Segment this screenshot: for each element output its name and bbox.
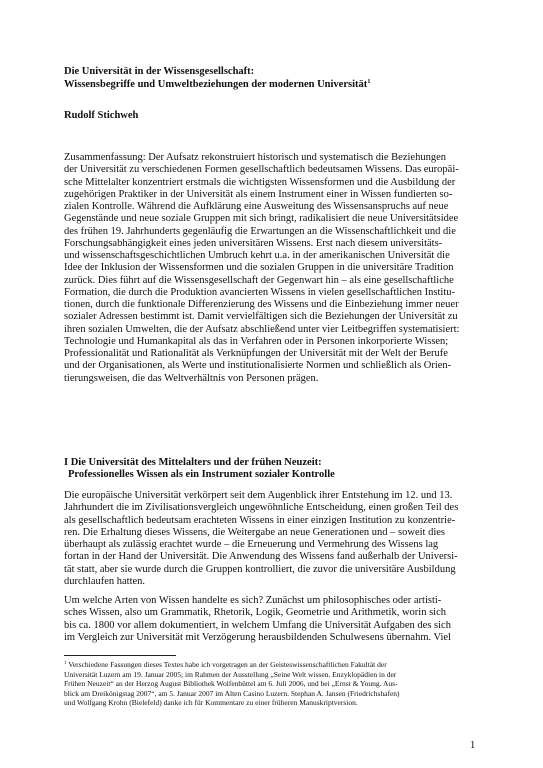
- abstract-line: ihren sozialen Umwelten, die der Aufsatz abschließend unter vier Leitbegriffen systematisiert:: [64, 323, 460, 335]
- abstract-line: Professionalität und Rationalität als Verknüpfungen der Universität mit der Welt der Berufe: [64, 348, 448, 359]
- body-paragraph-2: [64, 595, 484, 644]
- title-line-2: [64, 79, 484, 92]
- footnote-line: und Wolfgang Krohn (Bielefeld) danke ich für Kommentare zu einer früheren Manuskriptversion.: [64, 698, 358, 708]
- paragraph-line: fortan in der Hand der Universität. Die Anwendung des Wissens fand außerhalb der Universi-: [64, 551, 458, 563]
- paragraph-line: Die europäische Universität verkörpert seit dem Augenblick ihrer Entstehung im 12. und 13.: [64, 490, 453, 501]
- footnote-marker: 1: [64, 661, 67, 666]
- paragraph-line: sches Wissen, also um Grammatik, Rhetorik, Logik, Geometrie und Arithmetik, worin sich: [64, 607, 446, 619]
- abstract-line: zugehörigen Praktiker in der Universität als einem Instrument einer in Wissen fundierten so-: [64, 188, 453, 200]
- page-number: 1: [470, 740, 476, 751]
- abstract-line: tionen, durch die funktionale Differenzierung des Wissens und die Einbeziehung immer neuer: [64, 299, 459, 310]
- section-heading-line-2: Professionelles Wissen als ein Instrument sozialer Kontrolle: [68, 469, 335, 481]
- paragraph-line: tät statt, aber sie wurde durch die Gruppen kontrolliert, die zuvor die universitäre Ausbildung: [64, 563, 456, 575]
- paragraph-line: bis ca. 1800 vor allem dokumentiert, in welchem Umfang die Universität Aufgaben des sich: [64, 619, 451, 631]
- footnote-line: Frühen Neuzeit“ an der Herzog August Bibliothek Wolfenbüttel am 6. Juli 2006, und bei „Ernst & Young. Aus-: [64, 679, 398, 689]
- section-heading-line-1: I Die Universität des Mittelalters und der frühen Neuzeit:: [64, 457, 322, 468]
- footnote-line: Universität Luzern am 19. Januar 2005; im Rahmen der Ausstellung „Seine Welt wissen. Enzyklopädien in der: [64, 669, 397, 679]
- paragraph-line: Um welche Arten von Wissen handelte es sich? Zunächst um philosophisches oder artisti-: [64, 595, 442, 606]
- footnote-divider: [64, 655, 176, 656]
- paragraph-line: ren. Die Erhaltung dieses Wissens, die Weitergabe an neue Generationen und – soweit dies: [64, 526, 445, 538]
- abstract-line: sozialer Adressen bestimmt ist. Damit vervielfältigen sich die Beziehungen der Universität zu: [64, 311, 458, 323]
- footnote-line-text: Verschiedene Fassungen dieses Textes habe ich vorgetragen an der Geisteswissenschaftlichen Fakultät der: [66, 660, 387, 669]
- abstract-line: zurück. Dies führt auf die Wissensgesellschaft der Gegenwart hin – als eine gesellschaftliche: [64, 274, 454, 286]
- paragraph-line: Jahrhundert die im Zivilisationsvergleich ungewöhnliche Entscheidung, einen großen Teil des: [64, 502, 459, 514]
- abstract-line: der Universität zu verschiedenen Formen gesellschaftlich bedeutsamen Wissens. Das europäi-: [64, 164, 459, 176]
- abstract-line: sche Mittelalter konzentriert erstmals die wichtigsten Wissensformen und die Ausbildung der: [64, 176, 456, 188]
- abstract-paragraph: [64, 152, 484, 385]
- paragraph-line: überhaupt als zulässig erachtet wurde – die Erneuerung und Vermehrung des Wissens lag: [64, 539, 439, 550]
- paragraph-line: im Vergleich zur Universität mit Verzögerung herausbildenden Schulwesens übernahm. Viel: [64, 631, 451, 643]
- abstract-line: Forschungsabhängigkeit eines jeden universitären Wissens. Erst nach diesem universitäts-: [64, 237, 443, 249]
- author-name: Rudolf Stichweh: [64, 110, 139, 121]
- paragraph-line: als gesellschaftlich bedeutsam erachteten Wissens in einer einzigen Institution zu konzentrie-: [64, 514, 456, 526]
- title-footnote-marker[interactable]: 1: [367, 77, 371, 85]
- abstract-line: und der Organisationen, als Werte und institutionalisierte Normen und schließlich als Orien-: [64, 360, 452, 372]
- abstract-line: zialen Kontrolle. Während die Aufklärung eine Ausweitung des Wissensanspruchs auf neue: [64, 201, 449, 212]
- footnote: [64, 660, 484, 708]
- paragraph-line: durchlaufen hatten.: [64, 575, 146, 587]
- abstract-line: Idee der Inklusion der Wissensformen und die sozialen Gruppen in die universitäre Tradition: [64, 262, 454, 274]
- section-heading: [64, 457, 335, 482]
- abstract-line: Zusammenfassung: Der Aufsatz rekonstruiert historisch und systematisch die Beziehungen: [64, 152, 446, 163]
- abstract-line: des frühen 19. Jahrhunderts gegenläufig die Erwartungen an die Wissenschaftlichkeit und die: [64, 225, 456, 237]
- footnote-line-1: [64, 660, 484, 670]
- body-paragraph-1: [64, 490, 484, 588]
- title-line-1: Die Universität in der Wissensgesellschaft:: [64, 66, 255, 77]
- title-line-2-text: Wissensbegriffe und Umweltbeziehungen der modernen Universität: [64, 78, 368, 90]
- abstract-line: tierungsweisen, die das Weltverhältnis von Personen prägen.: [64, 372, 319, 384]
- abstract-line: und wissenschaftsgeschichtlichen Umbruch kehrt u.a. in der amerikanischen Universität die: [64, 250, 450, 261]
- abstract-line: Gegenstände und neue soziale Gruppen mit sich bringt, radikalisiert die neue Universitätsidee: [64, 213, 459, 225]
- document-title: [64, 66, 484, 91]
- abstract-line: Technologie und Humankapital als das in Verfahren oder in Personen inkorporierte Wissen;: [64, 335, 449, 347]
- abstract-line: Formation, die durch die Produktion avancierten Wissens in vielen gesellschaftlichen Institu-: [64, 286, 455, 298]
- footnote-line: blick am Dreikönigstag 2007“, am 5. Januar 2007 im Alten Casino Luzern. Stephan A. Jansen (Friedrichshafen): [64, 688, 400, 698]
